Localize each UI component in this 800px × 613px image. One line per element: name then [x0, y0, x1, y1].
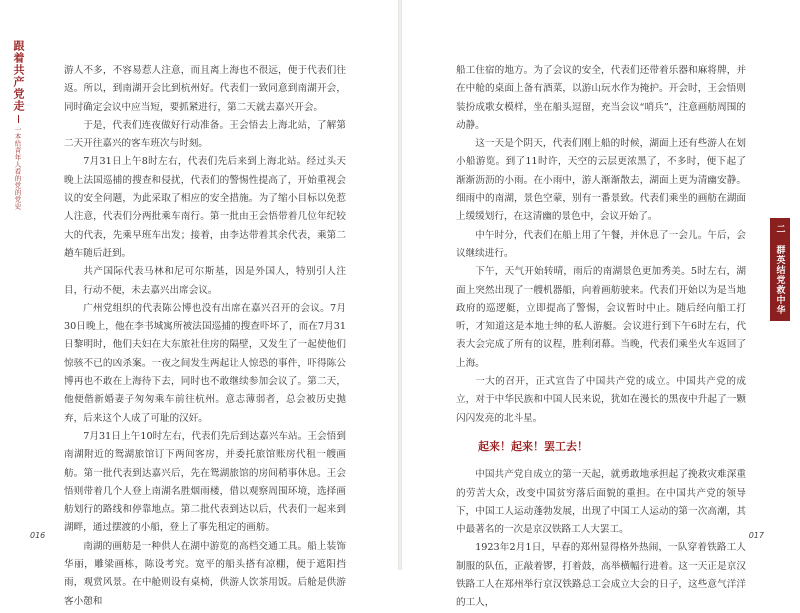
left-side-tab: [10, 40, 26, 210]
paragraph: 于是，代表们连夜做好行动准备。王会悟去上海北站，了解第二天开往嘉兴的客车班次与时刻。: [64, 119, 346, 150]
paragraph: 下午，天气开始转晴，雨后的南湖景色更加秀美。5时左右，湖面上突然出现了一艘机器船，向着画舫驶来。代表们开始以为是当地政府的巡逻艇，立即提高了警惕，会议暂时中止。随后经向船工打听，才知道这是本地士绅的私人游艇。会议进行到下午6时左右，代表大会完成了所有的议程，胜利闭幕。当晚，代表们乘坐火车返回了上海。: [456, 266, 746, 369]
left-page: [0, 0, 398, 607]
paragraph: 游人不多，不容易惹人注意，而且离上海也不很远，便于代表们往返。所以，到南湖开会比到杭州好。代表们一致同意到南湖开会，同时确定会议中应当短，要抓紧进行，第二天就去嘉兴开会。: [64, 65, 346, 113]
section-heading: 起来！起来！罢工去！: [478, 439, 588, 453]
paragraph: 7月31日上午10时左右，代表们先后到达嘉兴车站。王会悟到南湖附近的鸳湖旅馆订下两间客房，并委托旅馆账房代租一艘画舫。第一批代表到达嘉兴后，先在鸳湖旅馆的房间稍事休息。王会悟则带着几个人登上南湖名胜烟雨楼，借以观察周围环境，选择画舫划行的路线和停靠地点。第二批代表到达以后，代表们一起来到湖畔，通过摆渡的小船，登上了事先租定的画舫。: [64, 430, 346, 534]
right-page: [402, 0, 800, 609]
book-subtitle-vertical: 一本给青年人看的党的党史: [13, 126, 22, 210]
right-paragraphs-after: [456, 466, 746, 612]
paragraph: 共产国际代表马林和尼可尔斯基，因是外国人，特别引人注目，行动不便，未去嘉兴出席会议。: [64, 266, 346, 296]
paragraph: 南湖的画舫是一种供人在湖中游览的高档交通工具。船上装饰华丽，雕梁画栋，陈设考究。宽平的船头搭有凉棚，便于遮阳挡雨，观赏风景。在中舱则设有桌椅，供游人饮茶用饭。后舱是供游客小憩和: [64, 540, 346, 607]
paragraph: 这一天是个阴天，代表们刚上船的时候，湖面上还有些游人在划小船游览。到了11时许，天空的云层更浓黑了，不多时，便下起了渐渐沥沥的小雨。在小雨中，游人渐渐散去，湖面上更为清幽安静。细雨中的南湖，景色空蒙，别有一番景致。代表们乘坐的画舫在湖面上缓缓划行，在这清幽的景色中，会议开始了。: [456, 138, 746, 223]
paragraph: 船工住宿的地方。为了会议的安全，代表们还带着乐器和麻将牌，并在中舱的桌面上备有酒菜，以游山玩水作为掩护。开会时，王会悟则装扮成歌女模样，坐在船头逗留，充当会议“哨兵”，注意画舫周围的动静。: [456, 65, 746, 131]
chapter-side-tab: [770, 218, 790, 321]
tab-divider: [18, 115, 19, 123]
paragraph: 7月31日上午8时左右，代表们先后来到上海北站。经过头天晚上法国巡捕的搜查和侵扰，代表们的警惕性提高了，开始重视会议的安全问题，为此采取了相应的安全措施。为了缩小目标以免惹人注意，代表们分两批乘车南行。第一批由王会悟带着几位年纪较大的代表，先乘早班车出发；接着，由李达带着其余代表，乘第二趟车随后赶到。: [64, 156, 346, 259]
page-number-right: 017: [748, 531, 764, 540]
left-body-text: [64, 62, 346, 611]
right-paragraphs-before: [456, 62, 746, 428]
paragraph: 中国共产党自成立的第一天起，就勇敢地承担起了挽救灾难深重的劳苦大众，改变中国贫穷落后面貌的重担。在中国共产党的领导下，中国工人运动蓬勃发展，出现了中国工人运动的第一次高潮，其中最著名的一次是京汉铁路工人大罢工。: [456, 469, 746, 536]
book-title-vertical: 跟着共产党走: [12, 40, 25, 112]
paragraph: 广州党组织的代表陈公博也没有出席在嘉兴召开的会议。7月30日晚上，他在李书城寓所被法国巡捕的搜查吓坏了，而在7月31日黎明时，他们夫妇在大东旅社住房的隔壁，又发生了一起使他们惊骇不已的凶杀案。一夜之间发生两起让人惊恐的事件，吓得陈公博再也不敢在上海待下去，同时也不敢继续参加会议了。第二天，他便偕新婚妻子匆匆乘车前往杭州。意志薄弱者，总会被历史抛弃，后来这个人成了可耻的汉奸。: [64, 302, 346, 424]
paragraph: 1923年2月1日，早春的郑州显得格外热闹，一队穿着铁路工人制服的队伍，正敲着锣，打着鼓，高举横幅行进着。这一天正是京汉铁路工人在郑州举行京汉铁路总工会成立大会的日子，这些意气洋洋的工人，: [456, 542, 746, 609]
paragraph: 中午时分，代表们在船上用了午餐，并休息了一会儿。午后，会议继续进行。: [456, 229, 746, 259]
right-body-text: [456, 62, 746, 613]
chapter-title-vertical: 二 群英结党救中华: [774, 224, 785, 315]
paragraph: 一大的召开，正式宣告了中国共产党的成立。中国共产党的成立，对于中华民族和中国人民来说，犹如在漫长的黑夜中升起了一颗闪闪发亮的北斗星。: [456, 376, 746, 424]
page-number-left: 016: [30, 531, 46, 540]
